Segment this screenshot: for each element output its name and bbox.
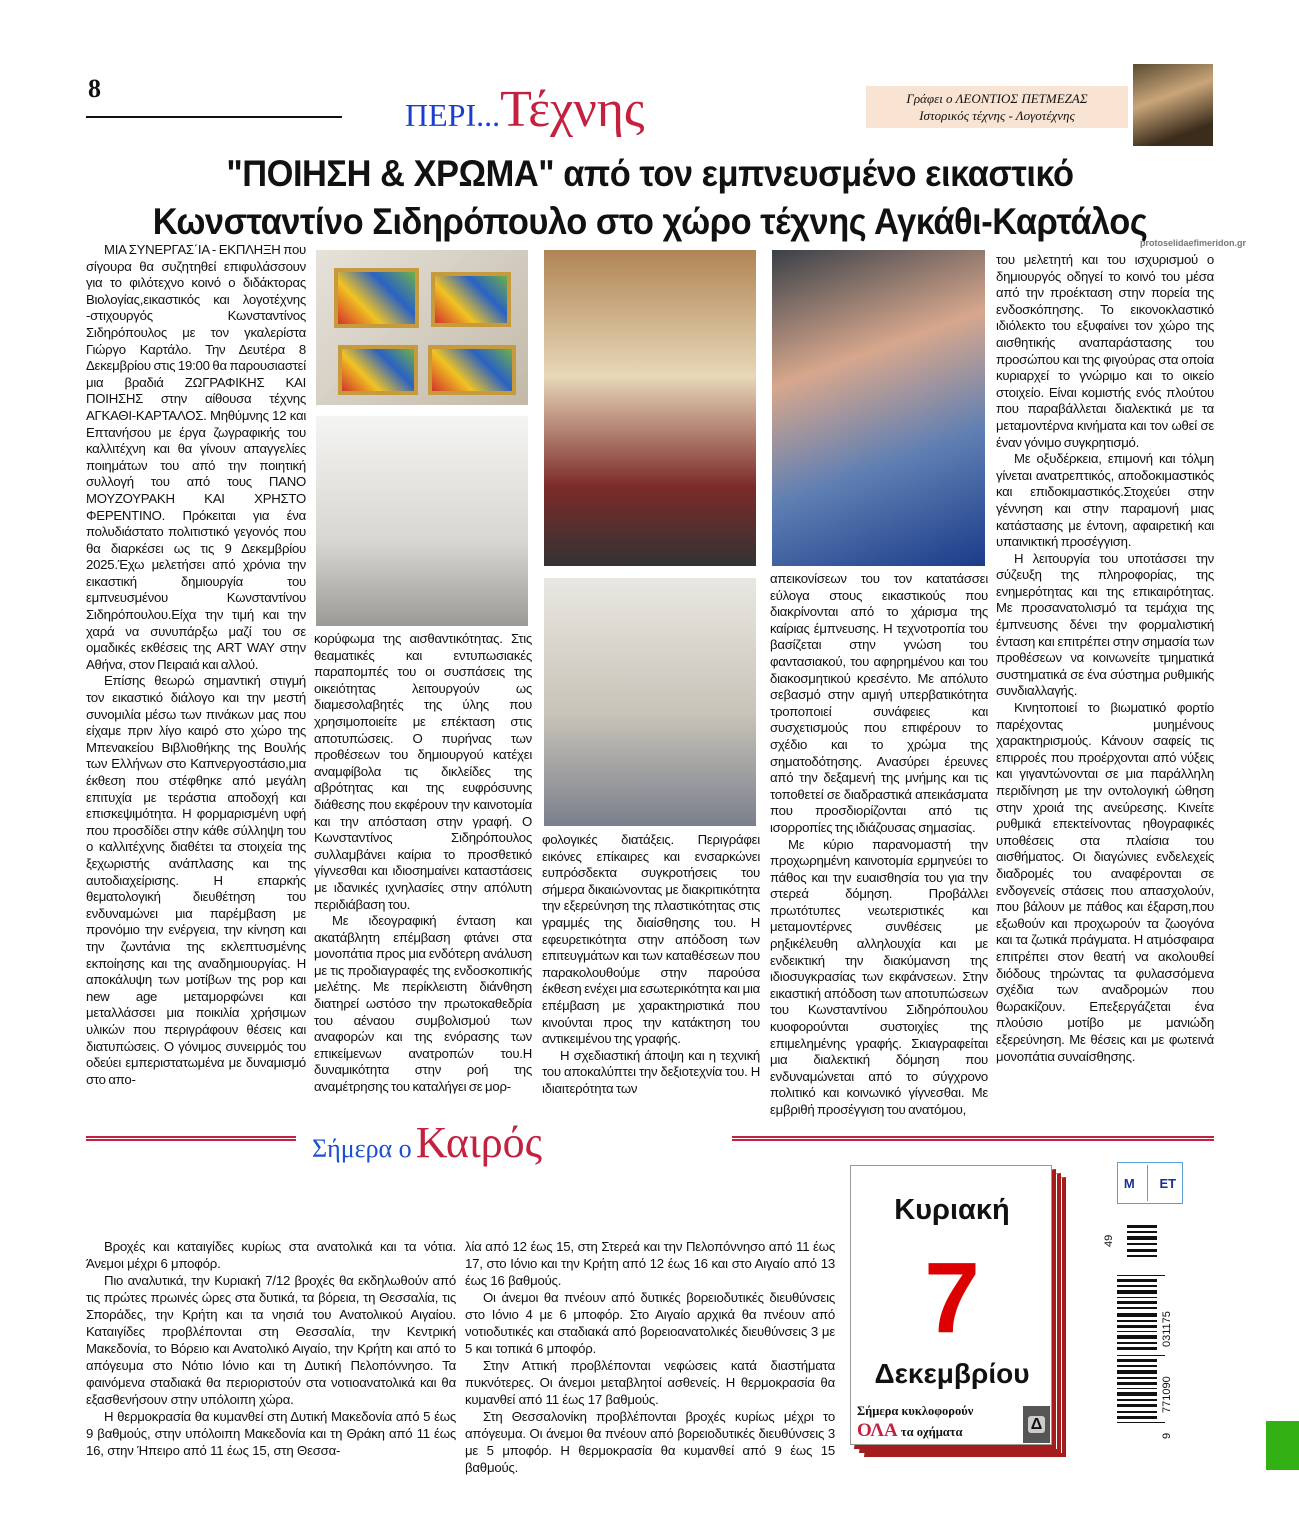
paragraph: του μελετητή και του ισχυρισμού ο δημιουργός οδηγεί το κοινό του μέσα από την προέκταση στην πορεία της ενδοσκόπησης. Το εικονοκλαστικό ιδιόλεκτο του εξυφαίνει τον χώρο της αισθητικής αναπαράστασης του προσώπου και της φιγούρας στα οποία κυριαρχεί το γνώριμο και το οικείο στοιχείο. Είναι κομιστής ενός πλούτου που παραβάλλεται διαλεκτικά με τα μεταμοντέρνα κινήματα και τον ωθεί σε έναν γόνιμο συγκρητισμό.: [996, 252, 1214, 450]
barcode-bars-icon: [1117, 1225, 1165, 1440]
paragraph: Με οξυδέρκεια, επιμονή και τόλμη γίνεται ανατρεπτικός, αποδοκιμαστικός και επιδοκιμαστικός.Στοχεύει στην γέννηση και στην παραμονή μιας κατάστασης με έντονη, αφαιρετική και υπαινικτική προσέγγιση.: [996, 451, 1214, 550]
paragraph: Επίσης θεωρώ σημαντική στιγμή τον εικαστικό διάλογο και την μεστή συνομιλία μέσω των πινάκων μας που είχαμε πριν λίγο καιρό στο χώρο της Μπενακείου Βιβλιοθήκης της Βουλής των Ελλήνων στο Καπνεργοστάσιο,μια έκθεση που στέφθηκε από μεγάλη επιτυχία με τεράστια αποδοχή και επισκεψιμότητα. Η φορμαρισμένη υφή που προσδίδει στην κάθε σύλληψη του ο καλλιτέχνης διαθέτει τα στοιχεία της ξεχωριστής ανάπλασης και της αυτοδιαχείρισης. Η επαρκής θεματολογική διευθέτηση του ενδυναμώνει μια παρέμβαση με προνόμιο την ενέργεια, την κίνηση και την ζωντάνια της εκλεπτυσμένης εκποίησης και της αναδημιουργίας. Η αποκάλυψη των μοτίβων της pop και new age μεταμορφώνει και μεταλλάσσει μια ποικιλία χρήσιμων υλικών που περιγράφουν θέσεις και διατυπώσεις. Ο γόνιμος συνειρμός του οδεύει εμπεριστατωμένα με δυναμισμό στο απο-: [86, 673, 306, 1087]
article-column-3: [542, 832, 760, 1098]
paragraph: Η θερμοκρασία θα κυμανθεί στη Δυτική Μακεδονία από 5 έως 9 βαθμούς, στην υπόλοιπη Μακεδονία και τη Θράκη από 11 έως 16, στην Ήπειρο από 11 έως 15, στη Θεσσα-: [86, 1409, 456, 1458]
watermark: protoselidaefimeridon.gr: [1140, 238, 1247, 248]
paragraph: ΜΙΑ ΣΥΝΕΡΓΑΣ΄ΙΑ - ΕΚΠΛΗΞΗ που σίγουρα θα συζητηθεί επιφυλάσσουν για το φιλότεχνο κοινό ο διδάκτορας Βιολογίας,εικαστικός και λογοτέχνης -στιχουργός Κωνσταντίνος Σιδηρόπουλος με τον γκαλερίστα Γιώργο Καρτάλο. Την Δευτέρα 8 Δεκεμβρίου στις 19:00 θα παρουσιαστεί μια βραδιά ΖΩΓΡΑΦΙΚΗΣ ΚΑΙ ΠΟΙΗΣΗΣ στην αίθουσα τέχνης ΑΓΚΑΘΙ-ΚΑΡΤΑΛΟΣ. Μηθύμνης 12 και Επτανήσου με έργα ζωγραφικής του καλλιτέχνη και θα γίνουν απαγγελίες ποιημάτων του από την ποιητική συλλογή του από τους ΠΑΝΟ ΜΟΥΖΟΥΡΑΚΗ ΚΑΙ ΧΡΗΣΤΟ ΦΕΡΕΝΤΙΝΟ. Πρόκειται για ένα πολυδιάστατο πολιτιστικό γεγονός που θα διαρκέσει ως τις 9 Δεκεμβρίου 2025.Έχω μελετήσει από χρόνια την εικαστική δημιουργία του εμπνευσμένου Κωνσταντίνου Σιδηρόπουλου.Είχα την τιμή και την χαρά να συνυπάρξω μαζί του σε ομαδικές εκθέσεις της ART WAY στην Αθήνα, στον Πειραιά και αλλού.: [86, 242, 306, 672]
logo-left: M: [1123, 1175, 1135, 1191]
paragraph: Η λειτουργία του υποτάσσει την σύζευξη της πληροφορίας, της ενημερότητας και της επικαιρότητας. Με προσανατολισμό τα τεμάχια της έμπνευσης δένει την φορμαλιστική ένταση και επιτρέπει στην σημασία των προθέσεων να κοινωνείτε τμηματικά συστηματικά σε ένα σύστημα ρυθμικής συνδιαλλαγής.: [996, 550, 1214, 699]
traffic-note-text: τα οχήματα: [900, 1425, 963, 1439]
barcode-code-c: 031175: [1161, 1311, 1173, 1347]
barcode: [1103, 1225, 1173, 1440]
author-photo: [1133, 64, 1213, 146]
paragraph: Πιο αναλυτικά, την Κυριακή 7/12 βροχές θα εκδηλωθούν από τις πρώτες πρωινές ώρες στα δυτικά, τα βόρεια, τη Θεσσαλία, τις Σποράδες, την Κρήτη και τα νησιά του Ανατολικού Αιγαίου. Καταιγίδες προβλέπονται στη Θεσσαλία, την Κεντρική Μακεδονία, το Βόρειο και Ανατολικό Αιγαίο, την Κρήτη και από το απόγευμα στο Νότιο Ιόνιο και τη Δυτική Πελοπόννησο. Τα φαινόμενα σταδιακά θα περιοριστούν στα νοτιοανατολικά και θα εξασθενήσουν στην υπόλοιπη χώρα.: [86, 1273, 456, 1407]
met-book-logo: [1117, 1162, 1183, 1204]
logo-divider: [1147, 1165, 1148, 1201]
byline-role: Ιστορικός τέχνης - Λογοτέχνης: [919, 108, 1075, 123]
weather-title: [312, 1118, 542, 1178]
traffic-badge: Δ: [1028, 1416, 1046, 1433]
paragraph: Κινητοποιεί το βιωματικό φορτίο παρέχοντας μυημένους χαρακτηρισμούς. Κάνουν σαφείς τις επιρροές που προέρχονται από νύξεις και γιγαντώνονται σε μια παράλληλη περιδίνηση με την οντολογική ώθηση στην χροιά της ανεύρεσης. Κινείτε ρυθμικά επεκτείνοντας ηθογραφικές υποθέσεις στα πλαίσια του αισθήματος. Οι διαγώνιες ενδελεχείς διαδρομές του αναφέρονται σε ενδογενείς στάσεις που απασχολούν, που βάλουν με πάθος και έξαρση,που εξωθούν και προχωρούν τα ζωογόνα και τα ζωτικά πράγματα. Η ατμόσφαιρα επιτρέπει στον θεατή να ακολουθεί διόδους τηρώντας τα φυλασσόμενα σχέδια των αναδρομών που θωρακίζουν. Επεξεργάζεται ένα πλούσιο μοτίβο με μανιώδη εξερεύνηση. Με θέσεις και με φωτεινά μονοπάτια συναίσθησης.: [996, 700, 1214, 1064]
paragraph: Στην Αττική προβλέπονται νεφώσεις κατά διαστήματα πυκνότερες. Οι άνεμοι μεταβλητοί ασθενείς. Η θερμοκρασία θα κυμανθεί από 11 έως 17 βαθμούς.: [465, 1358, 835, 1407]
calendar-front: [850, 1165, 1052, 1445]
section-word: Τέχνης: [500, 81, 645, 138]
page-number: 8: [88, 74, 101, 103]
article-column-1: [86, 242, 306, 1088]
paragraph: απεικονίσεων του τον κατατάσσει εύλογα στους εικαστικούς που διακρίνονται από το χάρισμα της καίριας έμπνευσης. Η τεχνοτροπία του βασίζεται στην γνώση του φαντασιακού, του αφηρημένου και του διακοσμητικού κρεσέντο. Με απόλυτο σεβασμό στην αμιγή υπερβατικότητα τροποποιεί συνάφειες και συσχετισμούς που επιφέρουν το σχέδιο και το χρώμα της σηματοδότησης. Ανασύρει έρευνες από την δεξαμενή της μνήμης και τις τοποθετεί σε διαδραστικά απεικάσματα που προσδιορίζονται από τις ισορροπίες της ιδιάζουσας σημασίας.: [770, 571, 988, 835]
paragraph: λία από 12 έως 15, στη Στερεά και την Πελοπόννησο από 11 έως 17, στο Ιόνιο και την Κρήτη από 12 έως 16 και στο Αιγαίο από 13 έως 16 βαθμούς.: [465, 1239, 835, 1288]
calendar-month: Δεκεμβρίου: [874, 1358, 1030, 1389]
section-prefix: ΠΕΡΙ...: [405, 97, 501, 133]
calendar-date: 7: [924, 1242, 980, 1354]
headline-line-1: "ΠΟΙΗΣΗ & ΧΡΩΜΑ" από τον εμπνευσμένο εικαστικό: [226, 153, 1074, 194]
barcode-issue: 49: [1103, 1234, 1115, 1247]
traffic-note: Σήμερα κυκλοφορούν: [857, 1404, 974, 1418]
byline-author: Γράφει ο ΛΕΟΝΤΙΟΣ ΠΕΤΜΕΖΑΣ: [906, 91, 1088, 106]
weather-column-2: [465, 1238, 835, 1476]
barcode-code-b: 771090: [1161, 1376, 1173, 1413]
weather-rule-right: [732, 1136, 1214, 1141]
weather-rule-left: [86, 1136, 296, 1141]
traffic-note-2: [857, 1421, 963, 1442]
calendar-day: Κυριακή: [894, 1194, 1010, 1226]
barcode-code-a: 9: [1161, 1432, 1173, 1439]
photo-exhibition-visitors: [544, 578, 756, 826]
photo-award: [544, 250, 756, 566]
green-tab-marker: [1266, 1421, 1299, 1470]
calendar-box: [850, 1165, 1055, 1455]
logo-right: ET: [1159, 1175, 1177, 1191]
article-headline: [125, 150, 1176, 246]
article-column-2: [314, 631, 532, 1096]
article-column-5: [996, 252, 1214, 1065]
photo-paintings: [316, 250, 528, 405]
photo-group-gallery: [316, 416, 528, 626]
traffic-badge-icon: [1023, 1406, 1050, 1443]
byline: [866, 86, 1128, 128]
paragraph: Στη Θεσσαλονίκη προβλέπονται βροχές κυρίως μέχρι το απόγευμα. Οι άνεμοι θα πνέουν από βορειοδυτικές διευθύνσεις 3 με 5 μποφόρ. Η θερμοκρασία θα κυμανθεί από 9 έως 15 βαθμούς.: [465, 1409, 835, 1475]
headline-line-2: Κωνσταντίνο Σιδηρόπουλο στο χώρο τέχνης Αγκάθι-Καρτάλος: [152, 201, 1148, 242]
header-rule: [86, 116, 342, 118]
paragraph: Με κύριο παρανομαστή την προχωρημένη καινοτομία ερμηνεύει το πάθος και την ευαισθησία του για την στερεά δόμηση. Προβάλλει πρωτότυπες νεωτεριστικές και μεταμοντέρνες συνθέσεις με ρηξικέλευθη αλληλουχία και με ενδεικτική την διακύμανση της ιδιοσυγκρασίας των εκφάνσεων. Στην εικαστική απόδοση των αποτυπώσεων του Κωνσταντίνου Σιδηρόπουλου κυοφορούνται συστοιχίες της επιμελημένης γραφής. Σκιαγραφείται μια διαλεκτική δόμηση που ενδυναμώνεται από το σύγχρονο πολιτικό και κοινωνικό γίγνεσθαι. Με εμβριθή προσέγγιση του ανατόμου,: [770, 836, 988, 1117]
paragraph: κορύφωμα της αισθαντικότητας. Στις θεαματικές και εντυπωσιακές παραπομπές του οι συσπάσεις της οικειότητας λειτουργούν ως διαμεσολαβητές της ύλης που χρησιμοποιείτε με επέκταση στις αποτυπώσεις. Ο πυρήνας των προθέσεων του δημιουργού κατέχει αναμφίβολα τις δικλείδες της αβρότητας και της ευφρόσυνης διάθεσης που εκφέρουν την καινοτομία και την απόσταση στην γραφή. Ο Κωνσταντίνος Σιδηρόπουλος συλλαμβάνει καίρια το προσθετικό γίγνεσθαι και ιδιοσημαίνει καταστάσεις με ιδανικές ιχνηλασίες στην απόλυτη περιδιάβαση του.: [314, 631, 532, 912]
paragraph: φολογικές διατάξεις. Περιγράφει εικόνες επίκαιρες και ενσαρκώνει ευπρόσδεκτα συγκροτήσεις του σήμερα δικαιώνοντας με διακριτικότητα την εξερεύνηση της πλαστικότητας στις γραμμές της διαίσθησης του. Η εφευρετικότητα στην απόδοση των επιτευγμάτων και των καταθέσεων που παρακολουθούμε στην παρούσα έκθεση ενέχει μια εσωτερικότητα και μια επέμβαση με χαρακτηριστικά που κινούνται προς την κατάκτηση του αντικειμένου της γραφής.: [542, 832, 760, 1047]
photo-artist-portrait: [772, 250, 985, 566]
section-title: [405, 80, 645, 139]
paragraph: Η σχεδιαστική άποψη και η τεχνική του αποκαλύπτει την δεξιοτεχνία του. Η ιδιαιτερότητα των: [542, 1047, 760, 1096]
article-column-4: [770, 571, 988, 1119]
weather-title-word: Καιρός: [415, 1118, 543, 1167]
paragraph: Οι άνεμοι θα πνέουν από δυτικές βορειοδυτικές διευθύνσεις στο Ιόνιο 4 με 6 μποφόρ. Στο Αιγαίο αρχικά θα πνέουν από νοτιοδυτικές και σταδιακά από βορειοανατολικές διευθύνσεις 3 με 5 και τοπικά 6 μποφόρ.: [465, 1290, 835, 1356]
weather-title-prefix: Σήμερα ο: [312, 1134, 412, 1163]
paragraph: Βροχές και καταιγίδες κυρίως στα ανατολικά και τα νότια. Άνεμοι μέχρι 6 μποφόρ.: [86, 1239, 456, 1271]
weather-column-1: [86, 1238, 456, 1459]
paragraph: Με ιδεογραφική ένταση και ακατάβλητη επέμβαση φτάνει στα μονοπάτια προς μια ενδότερη ανάλυση με τις προδιαγραφές της ενδοσκοπικής μελέτης. Με περίκλειστη διάνθηση διατηρεί ωστόσο την πρωτοκαθεδρία του αέναου συμβολισμού των αναφορών και της ενόρασης των επικείμενων ανατροπών του.Η δυναμικότητα στην ροή της αναμέτρησης του καταλήγει σε μορ-: [314, 913, 532, 1095]
traffic-highlight: ΟΛΑ: [857, 1420, 898, 1441]
